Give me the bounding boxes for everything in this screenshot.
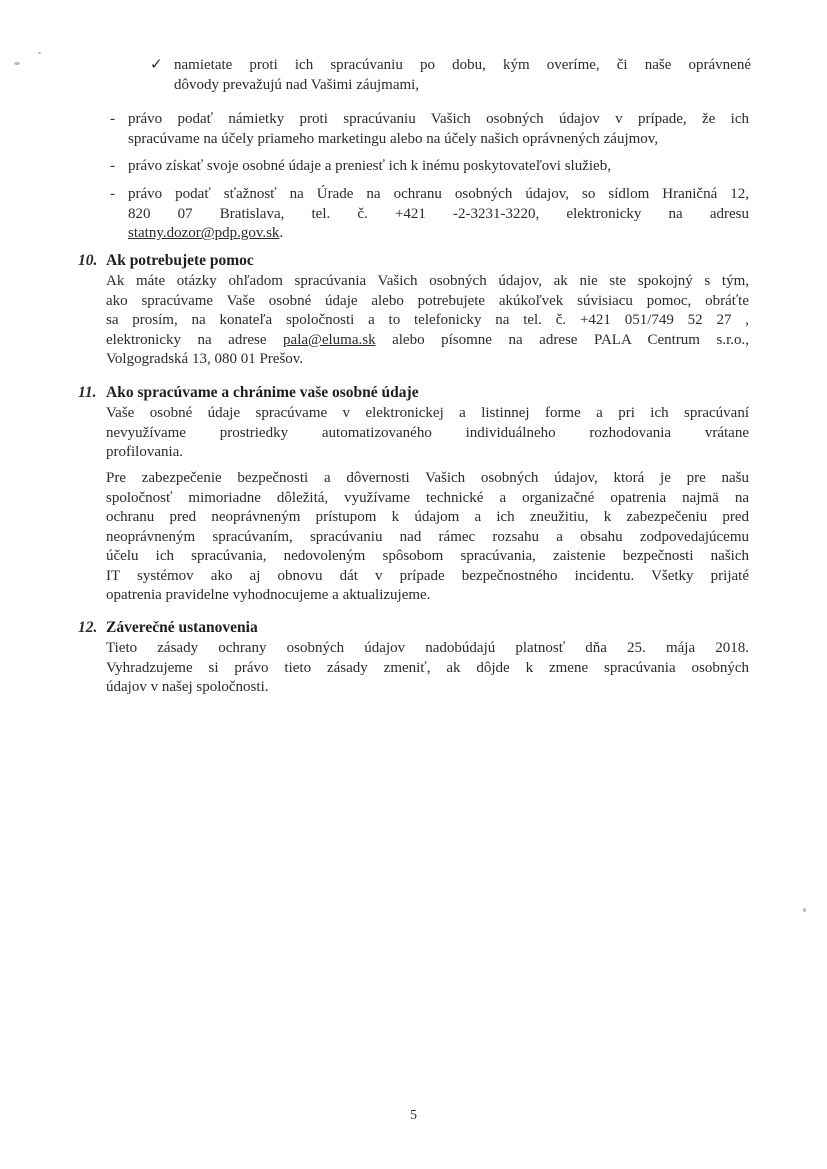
check-item-line: namietate proti ich spracúvaniu po dobu, kým overíme, či naše oprávnené [174,57,751,73]
scan-speck [38,52,41,54]
contact-text: alebo písomne na adrese PALA Centrum s.r.o., [392,331,750,348]
list-item-line: právo podať námietky proti spracúvaniu Vašich osobných údajov v prípade, že ich [128,111,749,127]
section-11-line: opatrenia pravidelne vyhodnocujeme a aktualizujeme. [106,587,431,603]
section-12-title: Záverečné ustanovenia [106,619,258,636]
section-11-paragraph-2 [106,469,749,606]
contact-text: elektronicky na adrese [106,331,267,348]
section-11-line: Vaše osobné údaje spracúvame v elektronickej a listinnej forme a pri ich spracúvaní [106,405,749,421]
section-11-line: IT systémov ako aj obnovu dát v prípade bezpečnostného incidentu. Všetky prijaté [106,567,749,584]
list-item-line: 820 07 Bratislava, tel. č. +421 -2-3231-3220, elektronicky na adresu [128,205,749,222]
section-11-line: účelu ich spracúvania, nedovoleným spôsobom spracúvania, zaistenie bezpečnosti našich [106,548,749,564]
check-item-line: dôvody prevažujú nad Vašimi záujmami, [174,76,420,93]
company-email-link[interactable]: pala@eluma.sk [283,331,376,348]
section-10-number: 10. [78,252,98,269]
section-11-paragraph-1 [106,404,749,463]
list-item-objection [128,110,749,149]
section-12-number: 12. [78,619,98,636]
section-10-line: sa prosím, na konateľa spoločnosti a to telefonicky na tel. č. +421 051/749 52 27 , [106,312,749,328]
section-11-title: Ako spracúvame a chránime vaše osobné údaje [106,384,419,401]
section-11-line: neoprávneným spracúvaním, spracúvaniu nad rámec rozsahu a obsahu zodpovedajúcemu [106,528,749,545]
section-10-line: ako spracúvame Vaše osobné údaje alebo potrebujete akúkoľvek súvisiacu pomoc, obráťte [106,292,749,309]
dash-bullet: - [110,158,115,174]
section-11-line: nevyužívame prostriedky automatizovaného individuálneho rozhodovania vrátane [106,424,749,441]
section-10-title: Ak potrebujete pomoc [106,252,254,269]
list-item-line: spracúvame na účely priameho marketingu alebo na účely našich oprávnených záujmov, [128,130,659,147]
list-item-complaint [128,185,749,244]
section-11-line: profilovania. [106,444,184,460]
section-12-line: údajov v našej spoločnosti. [106,679,269,695]
list-item-line: právo získať svoje osobné údaje a preniesť ich k inému poskytovateľovi služieb, [128,158,611,174]
check-mark-icon: ✓ [150,57,163,73]
section-11-line: ochranu pred neoprávneným prístupom k údajom a ich zneužitiu, k zabezpečeniu pred [106,509,749,525]
scan-speck [14,62,20,65]
section-10-body [106,272,749,370]
check-item [174,56,751,95]
section-10-line [106,331,749,351]
list-item-line: právo podať sťažnosť na Úrade na ochranu osobných údajov, so sídlom Hraničná 12, [128,186,749,202]
page-number: 5 [410,1108,417,1123]
dash-bullet: - [110,186,115,202]
supervisor-email-link[interactable]: statny.dozor@pdp.gov.sk [128,225,280,241]
section-11-line: spoločnosť mimoriadne dôležitá, využívame technické a organizačné opatrenia najmä na [106,489,749,506]
section-11-line: Pre zabezpečenie bezpečnosti a dôvernosti Vašich osobných údajov, ktorá je pre našu [106,470,749,486]
section-10-line: Volgogradská 13, 080 01 Prešov. [106,351,304,367]
email-suffix: . [279,225,284,241]
list-item-line [128,224,749,244]
section-10-line: Ak máte otázky ohľadom spracúvania Vašich osobných údajov, ak nie ste spokojný s tým, [106,273,749,289]
section-11-number: 11. [78,384,97,401]
section-12-body [106,639,749,698]
list-item-portability [128,157,749,177]
section-12-line: Tieto zásady ochrany osobných údajov nadobúdajú platnosť dňa 25. mája 2018. [106,640,749,656]
section-12-line: Vyhradzujeme si právo tieto zásady zmeniť, ak dôjde k zmene spracúvania osobných [106,659,749,676]
scan-speck [803,908,806,912]
dash-bullet: - [110,111,115,127]
